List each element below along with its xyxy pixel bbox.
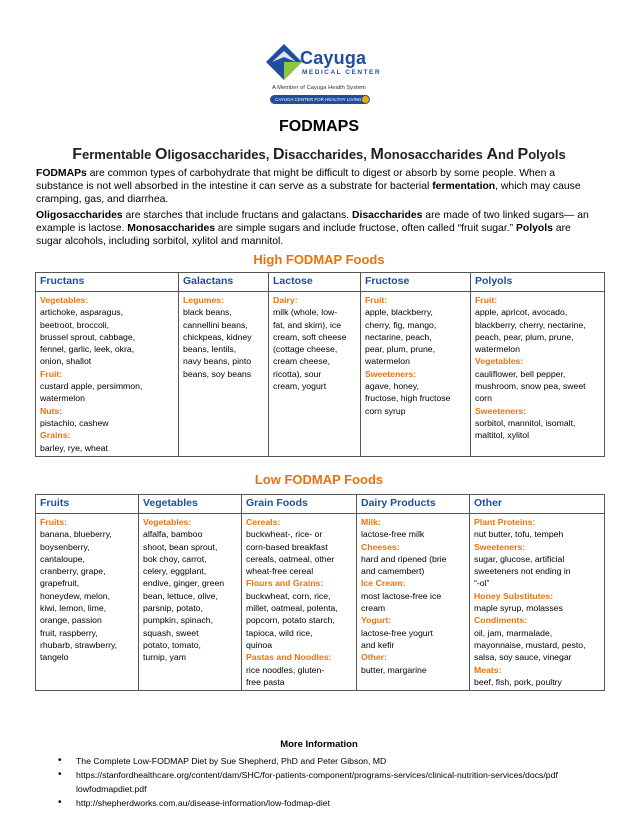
category-label: Sweeteners: (474, 541, 526, 552)
food-list-line: grapefruit, (40, 578, 80, 589)
category-label: Fruit: (365, 295, 388, 305)
term-fermentation: fermentation (432, 181, 496, 192)
logo-banner (270, 95, 370, 104)
food-list-line: most lactose-free ice (361, 590, 442, 601)
category-label: Pastas and Noodles: (246, 652, 332, 663)
food-list-line: quinoa (246, 639, 273, 650)
category-label: Condiments: (474, 615, 528, 626)
food-list-line: chickpeas, kidney (183, 331, 252, 342)
food-list-line: pumpkin, spinach, (143, 615, 214, 626)
food-list-line: fat, and skim), ice (273, 319, 342, 330)
column-header-fructose: Fructose (361, 273, 471, 292)
food-list-line: ricotta), sour (273, 368, 322, 379)
subtitle-initial: F (72, 146, 83, 163)
subtitle-text: olyols (528, 147, 566, 162)
intro-text: , which may cause cramping, gas, and diarrhea. (36, 181, 581, 205)
subtitle-initial: A (486, 146, 499, 163)
food-list-line: parsnip, potato, (143, 603, 203, 614)
food-list-line: navy beans, pinto (183, 356, 252, 367)
food-list-line: nut butter, tofu, tempeh (474, 529, 564, 540)
food-list-line: nectarine, peach, (365, 331, 432, 342)
food-list-line: boysenberry, (40, 541, 90, 552)
food-list-line: cream (361, 603, 386, 614)
food-list-line: onion, shallot (40, 356, 92, 367)
category-label: Sweeteners: (475, 405, 527, 416)
category-label: Cereals: (246, 517, 281, 527)
food-list-line: potato, tomato, (143, 639, 201, 650)
food-list-line: sugar, glucose, artificial (474, 553, 565, 564)
intro-paragraph-fodmaps (36, 167, 598, 206)
term-fodmaps: FODMAPs (36, 168, 87, 179)
column-cell-other (470, 514, 605, 691)
table-row (36, 514, 605, 691)
food-list-line: corn (475, 393, 492, 404)
food-list-line: celery, eggplant, (143, 566, 207, 577)
food-list-line: wheat-free cereal (246, 566, 314, 577)
food-list-line: maltitol, xylitol (475, 430, 530, 441)
food-list-line: shoot, bean sprout, (143, 541, 218, 552)
subtitle-initial: D (272, 146, 285, 163)
food-list-line: free pasta (246, 676, 285, 687)
high-fodmap-title: High FODMAP Foods (253, 252, 385, 267)
food-list-line: rhubarb, strawberry, (40, 639, 118, 650)
subtitle-text: ligosaccharides, (167, 147, 273, 162)
food-list-line: squash, sweet (143, 627, 199, 638)
food-list-line: popcorn, potato starch, (246, 615, 335, 626)
intro-text: are sugar alcohols, including sorbitol, xylitol and mannitol. (36, 223, 571, 247)
subtitle-initial: M (370, 146, 384, 163)
food-list-line: endive, ginger, green (143, 578, 225, 589)
more-information-list (54, 754, 614, 810)
food-list-line: blackberry, cherry, nectarine, (475, 319, 586, 330)
category-label: Honey Substitutes: (474, 590, 554, 601)
category-label: Fruit: (475, 295, 498, 305)
logo-subname: MEDICAL CENTER (302, 69, 382, 76)
category-label: Sweeteners: (365, 368, 417, 379)
column-header-lactose: Lactose (269, 273, 361, 292)
food-list-line: (cottage cheese, (273, 344, 338, 355)
food-list-line: beef, fish, pork, poultry (474, 676, 562, 687)
category-label: Cheeses: (361, 541, 400, 552)
food-list-line: corn-based breakfast (246, 541, 328, 552)
column-cell-vegetables (139, 514, 242, 691)
column-cell-fructose (361, 292, 471, 457)
column-cell-polyols (471, 292, 605, 457)
food-list-line: salsa, soy sauce, vinegar (474, 652, 572, 663)
term-disaccharides: Disaccharides (351, 210, 423, 221)
column-cell-dairy-products (357, 514, 470, 691)
high-fodmap-table (35, 272, 605, 457)
term-polyols: Polyols (515, 223, 553, 234)
food-list-line: tapioca, wild rice, (246, 627, 313, 638)
food-list-line: fructose, high fructose (365, 393, 451, 404)
food-list-line: butter, margarine (361, 664, 427, 675)
column-header-fruits: Fruits (36, 495, 139, 514)
food-list-line: tangelo (40, 652, 69, 663)
category-label: Plant Proteins: (474, 517, 536, 527)
food-list-line: apple, blackberry, (365, 307, 433, 318)
food-list-line: watermelon (475, 344, 520, 355)
food-list-line: beetroot, broccoli, (40, 319, 110, 330)
column-cell-fructans (36, 292, 179, 457)
food-list-line: cream, soft cheese (273, 331, 347, 342)
food-list-line: cranberry, grape, (40, 566, 106, 577)
food-list-line: lactose-free milk (361, 529, 425, 540)
food-list-line: beans, lentils, (183, 344, 237, 355)
term-oligosaccharides: Oligosaccharides (36, 210, 123, 221)
table-row (36, 292, 605, 457)
food-list-line: cantaloupe, (40, 553, 85, 564)
food-list-line: alfalfa, bamboo (143, 529, 203, 540)
column-cell-grain-foods (242, 514, 357, 691)
diamond-logo-icon (264, 42, 304, 82)
food-list-line: buckwheat-, rice- or (246, 529, 323, 540)
page-subtitle (0, 146, 638, 164)
logo-banner-text: CAYUGA CENTER FOR HEALTHY LIVING (275, 97, 362, 102)
more-information-title: More Information (280, 739, 358, 750)
intro-text: are starches that include fructans and galactans. (122, 210, 352, 221)
category-label: Ice Cream: (361, 578, 406, 589)
food-list-line: artichoke, asparagus, (40, 307, 124, 318)
low-fodmap-title: Low FODMAP Foods (254, 472, 384, 487)
food-list-line: agave, honey, (365, 381, 419, 392)
intro-paragraph-definitions (36, 209, 598, 248)
food-list-line: bean, lettuce, olive, (143, 590, 218, 601)
subtitle-text: nd (498, 147, 518, 162)
column-header-other: Other (470, 495, 605, 514)
food-list-line: apple, apricot, avocado, (475, 307, 568, 318)
food-list-line: banana, blueberry, (40, 529, 112, 540)
food-list-line: barley, rye, wheat (40, 442, 108, 453)
food-list-line: milk (whole, low- (273, 307, 338, 318)
food-list-line: and kefir (361, 639, 395, 650)
subtitle-initial: O (155, 146, 168, 163)
subtitle-text: isaccharides, (284, 147, 371, 162)
category-label: Vegetables: (475, 356, 524, 367)
table-header-row (36, 273, 605, 292)
category-label: Meats: (474, 664, 502, 675)
food-list-line: cherry, fig, mango, (365, 319, 437, 330)
food-list-line: black beans, (183, 307, 232, 318)
food-list-line: millet, oatmeal, polenta, (246, 603, 338, 614)
food-list-line: “-ol” (474, 578, 490, 589)
reference-link[interactable]: • https://stanfordhealthcare.org/content/dam/SHC/for-patients-component/programs-services/clinical-nutrition-services/docs/pdf lowfodmapdiet.pdf (54, 768, 614, 796)
intro-text: are simple sugars and include fructose, often called “fruit sugar.” (215, 223, 516, 234)
food-list-line: kiwi, lemon, lime, (40, 603, 107, 614)
category-label: Vegetables: (40, 295, 89, 305)
food-list-line: sweeteners not ending in (474, 566, 571, 577)
category-label: Fruit: (40, 368, 63, 379)
column-header-vegetables: Vegetables (139, 495, 242, 514)
food-list-line: sorbitol, mannitol, isomalt, (475, 417, 576, 428)
food-list-line: turnip, yam (143, 652, 186, 663)
column-cell-fruits (36, 514, 139, 691)
food-list-line: lactose-free yogurt (361, 627, 433, 638)
food-list-line: beans, soy beans (183, 368, 252, 379)
logo-name: Cayuga (300, 48, 367, 68)
logo-dot-icon (362, 96, 369, 103)
food-list-line: bok choy, carrot, (143, 553, 207, 564)
food-list-line: pistachio, cashew (40, 417, 109, 428)
column-cell-lactose (269, 292, 361, 457)
food-list-line: cannellini beans, (183, 319, 248, 330)
food-list-line: watermelon (40, 393, 85, 404)
food-list-line: honeydew, melon, (40, 590, 111, 601)
food-list-line: cream cheese, (273, 356, 330, 367)
subtitle-text: onosaccharides (383, 147, 487, 162)
food-list-line: mayonnaise, mustard, pesto, (474, 639, 586, 650)
food-list-line: fruit, raspberry, (40, 627, 98, 638)
food-list-line: orange, passion (40, 615, 102, 626)
page-title: FODMAPS (279, 118, 359, 135)
cayuga-logo (262, 40, 382, 110)
category-label: Grains: (40, 430, 71, 441)
reference-item: • The Complete Low-FODMAP Diet by Sue Shepherd, PhD and Peter Gibson, MD (54, 754, 614, 768)
column-header-galactans: Galactans (179, 273, 269, 292)
column-header-dairy-products: Dairy Products (357, 495, 470, 514)
category-label: Yogurt: (361, 615, 392, 626)
category-label: Nuts: (40, 405, 63, 416)
logo-member-text: A Member of Cayuga Health System (272, 85, 366, 91)
reference-link[interactable]: • http://shepherdworks.com.au/disease-information/low-fodmap-diet (54, 796, 614, 810)
food-list-line: peach, pear, plum, prune, (475, 331, 574, 342)
category-label: Vegetables: (143, 517, 192, 527)
food-list-line: and camembert) (361, 566, 425, 577)
subtitle-initial: P (517, 146, 529, 163)
column-header-grain-foods: Grain Foods (242, 495, 357, 514)
food-list-line: oil, jam, marmalade, (474, 627, 553, 638)
low-fodmap-table (35, 494, 605, 691)
column-header-fructans: Fructans (36, 273, 179, 292)
intro-text: are common types of carbohydrate that might be difficult to digest or absorb by some people. When a substance is not well absorbed in the intestine it can serve as a substrate for bacterial (36, 168, 556, 192)
food-list-line: hard and ripened (brie (361, 553, 447, 564)
food-list-line: cream, yogurt (273, 381, 327, 392)
food-list-line: corn syrup (365, 405, 406, 416)
food-list-line: rice noodles, gluten- (246, 664, 325, 675)
category-label: Milk: (361, 517, 381, 527)
food-list-line: maple syrup, molasses (474, 603, 563, 614)
category-label: Legumes: (183, 295, 225, 305)
food-list-line: fennel, garlic, leek, okra, (40, 344, 135, 355)
food-list-line: watermelon (365, 356, 410, 367)
term-monosaccharides: Monosaccharides (127, 223, 216, 234)
food-list-line: pear, plum, prune, (365, 344, 436, 355)
food-list-line: buckwheat, corn, rice, (246, 590, 331, 601)
food-list-line: cereals, oatmeal, other (246, 553, 335, 564)
table-header-row (36, 495, 605, 514)
column-header-polyols: Polyols (471, 273, 605, 292)
category-label: Fruits: (40, 517, 68, 527)
category-label: Other: (361, 652, 388, 663)
subtitle-text: ermentable (82, 147, 155, 162)
category-label: Dairy: (273, 295, 298, 305)
food-list-line: custard apple, persimmon, (40, 381, 143, 392)
column-cell-galactans (179, 292, 269, 457)
food-list-line: cauliflower, bell pepper, (475, 368, 566, 379)
food-list-line: mushroom, snow pea, sweet (475, 381, 586, 392)
category-label: Flours and Grains: (246, 578, 324, 589)
food-list-line: brussel sprout, cabbage, (40, 331, 136, 342)
intro-text: are made of two linked sugars— an example is lactose. (36, 210, 589, 234)
